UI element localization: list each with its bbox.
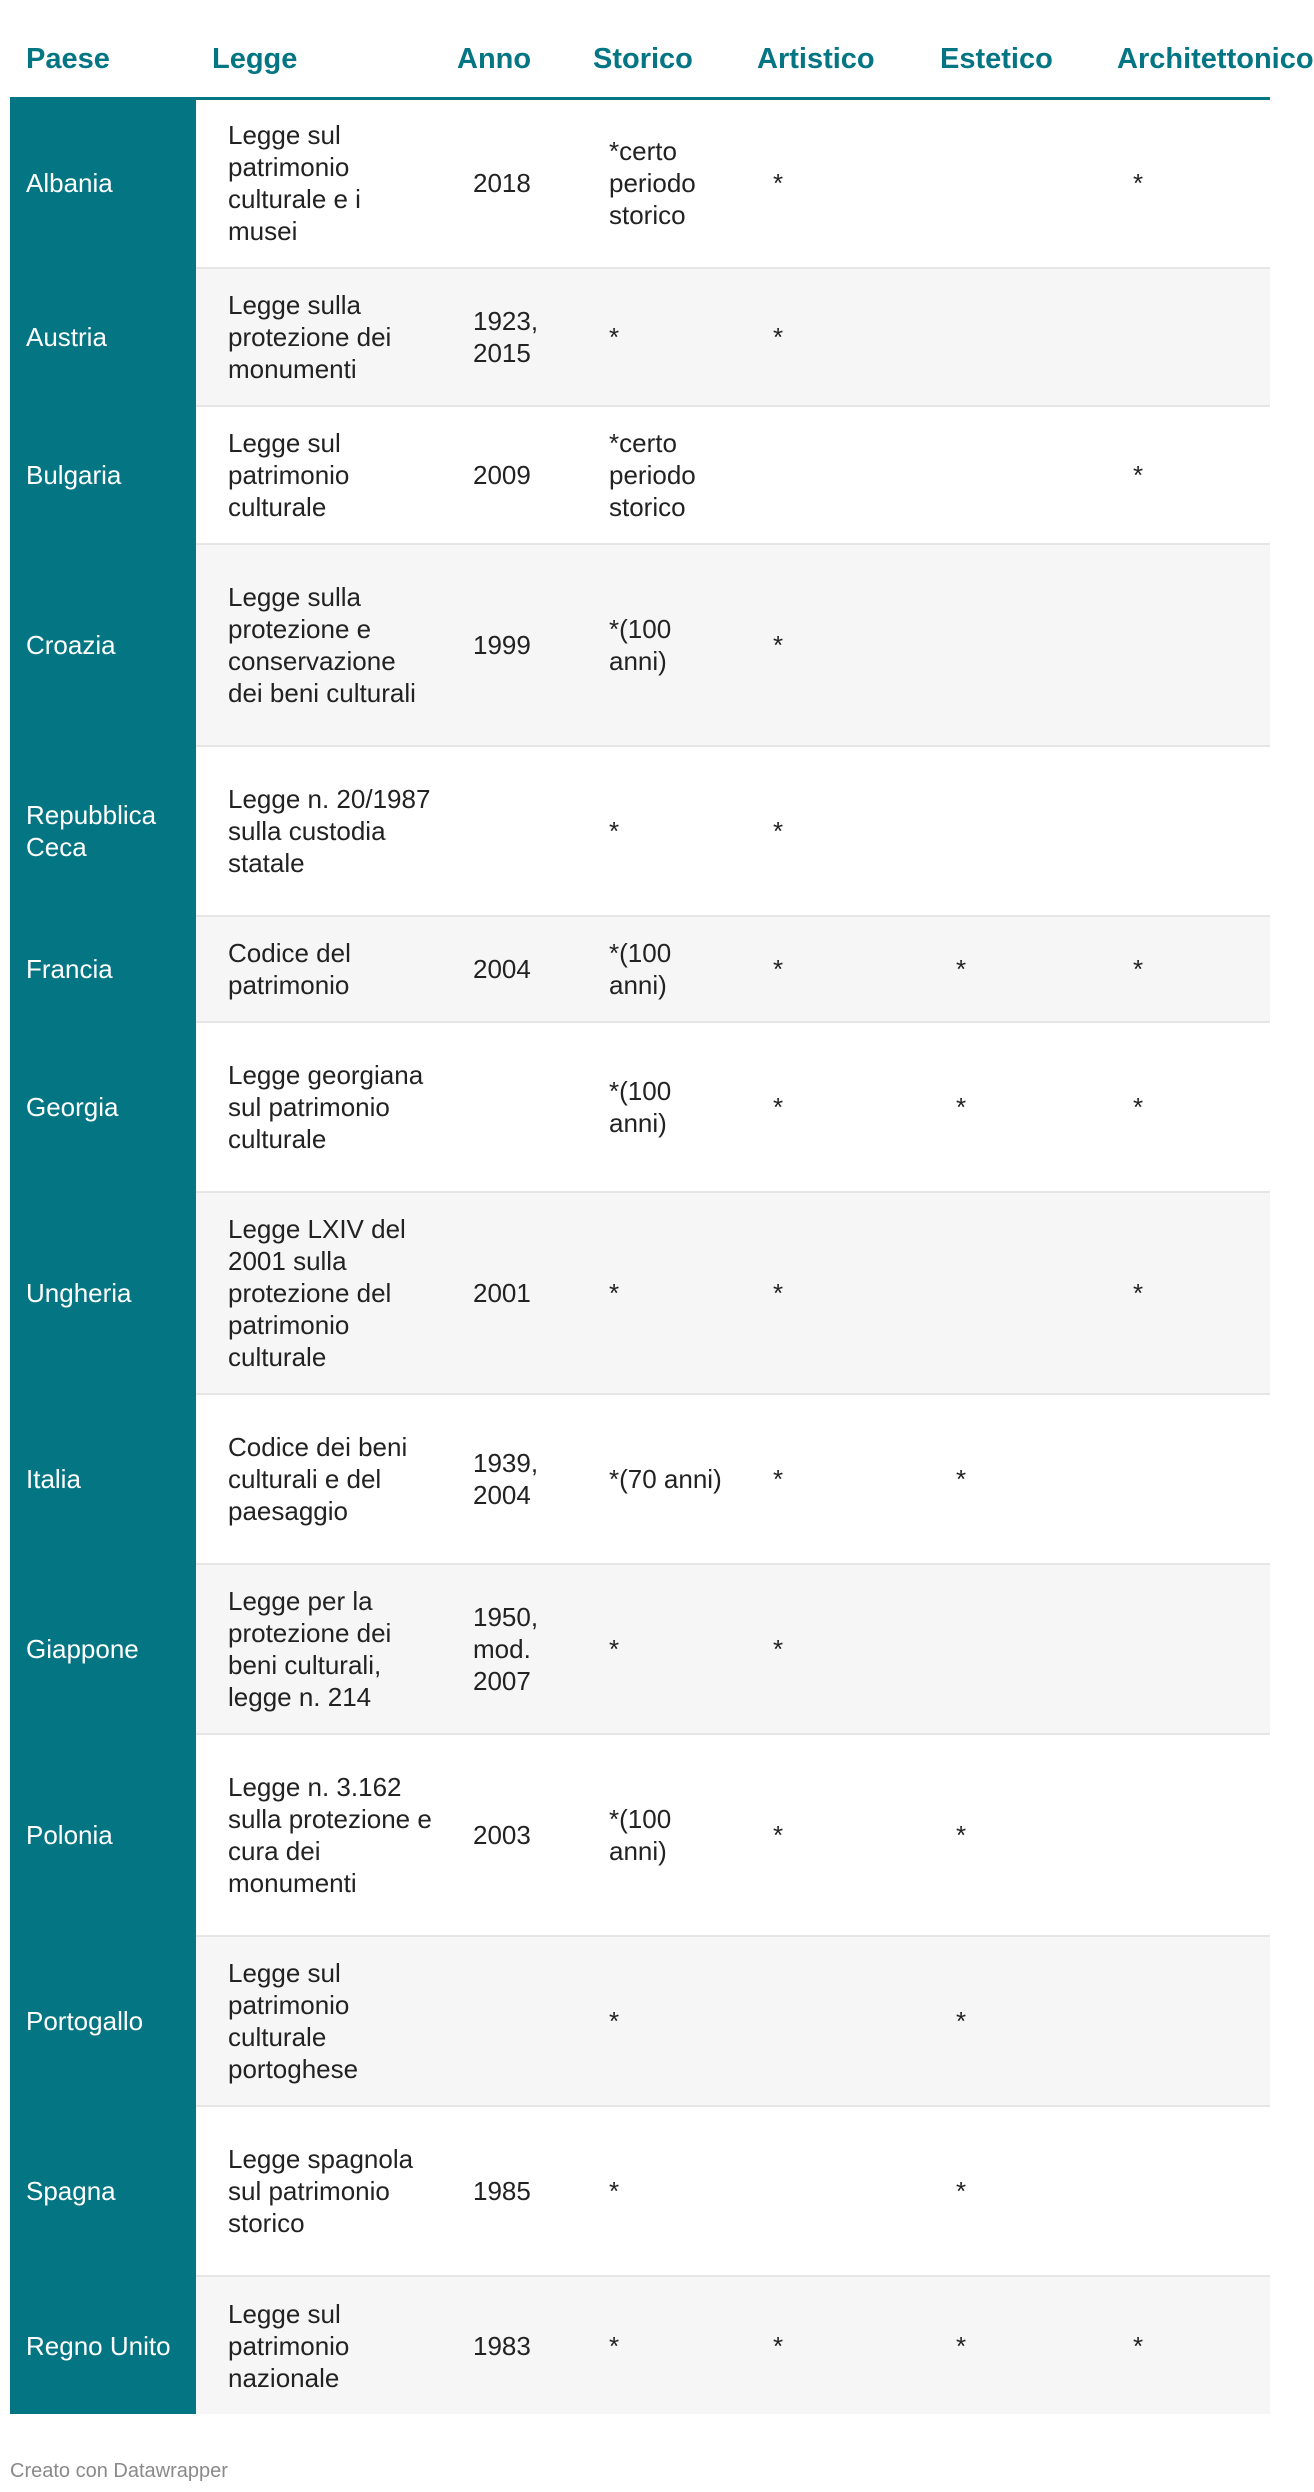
- cell-artistico: *: [741, 268, 924, 406]
- cell-estetico: *: [924, 1394, 1101, 1564]
- cell-storico: *(100 anni): [577, 1734, 741, 1936]
- column-header-legge[interactable]: Legge: [196, 0, 441, 98]
- cell-legge: Legge sul patrimonio culturale: [196, 406, 441, 544]
- cell-legge: Legge sulla protezione e conservazione dei beni culturali: [196, 544, 441, 746]
- table-row: [10, 1022, 1270, 1192]
- cell-anno: [441, 746, 577, 916]
- cell-architettonico: [1101, 1564, 1270, 1734]
- cell-artistico: [741, 1936, 924, 2106]
- cell-anno: [441, 1022, 577, 1192]
- cell-legge: Legge n. 3.162 sulla protezione e cura dei monumenti: [196, 1734, 441, 1936]
- cell-storico: *: [577, 1936, 741, 2106]
- cell-architettonico: *: [1101, 406, 1270, 544]
- cell-paese: Francia: [10, 916, 196, 1022]
- cell-architettonico: *: [1101, 1022, 1270, 1192]
- header-row: [10, 0, 1270, 98]
- cell-anno: 2003: [441, 1734, 577, 1936]
- cell-paese: Portogallo: [10, 1936, 196, 2106]
- cell-legge: Codice del patrimonio: [196, 916, 441, 1022]
- cell-architettonico: [1101, 746, 1270, 916]
- cell-storico: *: [577, 2276, 741, 2414]
- cell-artistico: *: [741, 1192, 924, 1394]
- table-row: [10, 98, 1270, 268]
- cell-anno: 1923, 2015: [441, 268, 577, 406]
- cell-artistico: [741, 406, 924, 544]
- cell-estetico: *: [924, 1936, 1101, 2106]
- cell-estetico: *: [924, 916, 1101, 1022]
- cell-paese: Austria: [10, 268, 196, 406]
- column-header-paese[interactable]: Paese: [10, 0, 196, 98]
- table-row: [10, 544, 1270, 746]
- cell-architettonico: [1101, 268, 1270, 406]
- cell-paese: Polonia: [10, 1734, 196, 1936]
- table-header: [10, 0, 1314, 98]
- table-row: [10, 916, 1270, 1022]
- table-row: [10, 1734, 1270, 1936]
- cell-legge: Codice dei beni culturali e del paesaggio: [196, 1394, 441, 1564]
- cell-storico: *: [577, 1564, 741, 1734]
- cell-legge: Legge per la protezione dei beni culturali, legge n. 214: [196, 1564, 441, 1734]
- cell-paese: Albania: [10, 98, 196, 268]
- cell-anno: 2004: [441, 916, 577, 1022]
- cell-storico: *(100 anni): [577, 1022, 741, 1192]
- cell-legge: Legge sul patrimonio culturale e i musei: [196, 98, 441, 268]
- cell-anno: 1999: [441, 544, 577, 746]
- cell-artistico: *: [741, 1394, 924, 1564]
- cell-estetico: [924, 544, 1101, 746]
- column-header-anno[interactable]: Anno: [441, 0, 577, 98]
- cell-legge: Legge n. 20/1987 sulla custodia statale: [196, 746, 441, 916]
- cell-storico: *certo periodo storico: [577, 406, 741, 544]
- cell-paese: Ungheria: [10, 1192, 196, 1394]
- cell-artistico: *: [741, 1564, 924, 1734]
- table-row: [10, 1564, 1270, 1734]
- cell-paese: Bulgaria: [10, 406, 196, 544]
- cell-artistico: *: [741, 1022, 924, 1192]
- data-table-container: [10, 0, 1314, 2414]
- column-header-architettonico[interactable]: Architettonico: [1101, 0, 1270, 98]
- cell-estetico: [924, 746, 1101, 916]
- cell-architettonico: *: [1101, 916, 1270, 1022]
- cell-paese: Spagna: [10, 2106, 196, 2276]
- cell-storico: *certo periodo storico: [577, 98, 741, 268]
- cell-storico: *: [577, 746, 741, 916]
- table-row: [10, 1936, 1270, 2106]
- data-table: [10, 0, 1314, 2414]
- cell-estetico: [924, 98, 1101, 268]
- cell-artistico: *: [741, 544, 924, 746]
- cell-paese: Georgia: [10, 1022, 196, 1192]
- table-row: [10, 746, 1270, 916]
- cell-anno: 1950, mod. 2007: [441, 1564, 577, 1734]
- cell-storico: *: [577, 2106, 741, 2276]
- cell-architettonico: *: [1101, 2276, 1270, 2414]
- cell-anno: [441, 1936, 577, 2106]
- cell-architettonico: [1101, 544, 1270, 746]
- cell-architettonico: [1101, 1394, 1270, 1564]
- cell-architettonico: [1101, 1734, 1270, 1936]
- cell-anno: 2001: [441, 1192, 577, 1394]
- cell-anno: 2018: [441, 98, 577, 268]
- cell-anno: 2009: [441, 406, 577, 544]
- table-row: [10, 406, 1270, 544]
- table-row: [10, 268, 1270, 406]
- cell-storico: *(100 anni): [577, 544, 741, 746]
- cell-storico: *: [577, 1192, 741, 1394]
- datawrapper-credit[interactable]: Creato con Datawrapper: [10, 2460, 228, 2482]
- table-row: [10, 1394, 1270, 1564]
- cell-artistico: *: [741, 1734, 924, 1936]
- cell-estetico: *: [924, 2276, 1101, 2414]
- table-row: [10, 1192, 1270, 1394]
- cell-architettonico: *: [1101, 1192, 1270, 1394]
- column-header-estetico[interactable]: Estetico: [924, 0, 1101, 98]
- cell-estetico: *: [924, 2106, 1101, 2276]
- cell-legge: Legge sul patrimonio nazionale: [196, 2276, 441, 2414]
- cell-storico: *(70 anni): [577, 1394, 741, 1564]
- cell-artistico: *: [741, 2276, 924, 2414]
- cell-anno: 1983: [441, 2276, 577, 2414]
- cell-artistico: *: [741, 98, 924, 268]
- cell-paese: Italia: [10, 1394, 196, 1564]
- cell-anno: 1985: [441, 2106, 577, 2276]
- table-row: [10, 2106, 1270, 2276]
- cell-paese: Repubblica Ceca: [10, 746, 196, 916]
- table-row: [10, 2276, 1270, 2414]
- cell-architettonico: [1101, 1936, 1270, 2106]
- cell-storico: *: [577, 268, 741, 406]
- cell-estetico: *: [924, 1734, 1101, 1936]
- table-body: [10, 98, 1270, 2414]
- cell-legge: Legge georgiana sul patrimonio culturale: [196, 1022, 441, 1192]
- cell-paese: Croazia: [10, 544, 196, 746]
- cell-estetico: [924, 268, 1101, 406]
- column-header-artistico[interactable]: Artistico: [741, 0, 924, 98]
- cell-artistico: *: [741, 746, 924, 916]
- cell-estetico: [924, 406, 1101, 544]
- cell-paese: Regno Unito: [10, 2276, 196, 2414]
- cell-estetico: [924, 1192, 1101, 1394]
- column-header-storico[interactable]: Storico: [577, 0, 741, 98]
- cell-legge: Legge spagnola sul patrimonio storico: [196, 2106, 441, 2276]
- cell-estetico: *: [924, 1022, 1101, 1192]
- cell-legge: Legge sul patrimonio culturale portoghese: [196, 1936, 441, 2106]
- cell-artistico: *: [741, 916, 924, 1022]
- cell-architettonico: [1101, 2106, 1270, 2276]
- cell-legge: Legge LXIV del 2001 sulla protezione del patrimonio culturale: [196, 1192, 441, 1394]
- cell-paese: Giappone: [10, 1564, 196, 1734]
- cell-storico: *(100 anni): [577, 916, 741, 1022]
- cell-legge: Legge sulla protezione dei monumenti: [196, 268, 441, 406]
- cell-estetico: [924, 1564, 1101, 1734]
- cell-artistico: [741, 2106, 924, 2276]
- cell-architettonico: *: [1101, 98, 1270, 268]
- cell-anno: 1939, 2004: [441, 1394, 577, 1564]
